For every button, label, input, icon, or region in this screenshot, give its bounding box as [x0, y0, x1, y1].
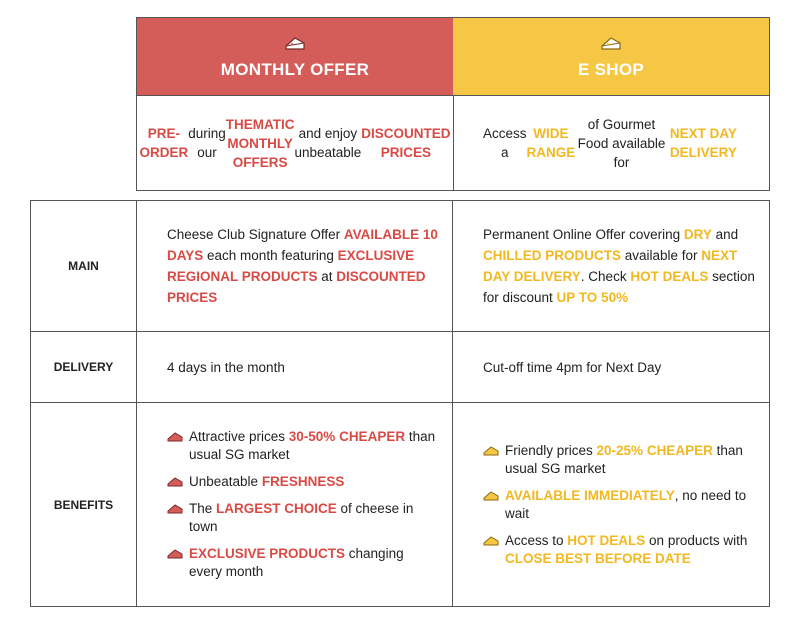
highlight-text: LARGEST CHOICE [216, 501, 337, 516]
monthly-offer-description [137, 96, 453, 190]
benefit-text [189, 500, 440, 536]
main-eshop-text [483, 224, 757, 308]
monthly-offer-band [137, 18, 453, 96]
benefit-text [505, 487, 757, 523]
eshop-header [453, 18, 769, 190]
body-text: 4 days in the month [167, 359, 285, 375]
monthly-offer-title: MONTHLY OFFER [220, 59, 370, 79]
body-text: and [711, 227, 739, 242]
benefit-text [505, 442, 757, 478]
body-text: Cheese Club Signature Offer [167, 227, 344, 242]
highlight-text: AVAILABLE 10 DAYS [167, 227, 438, 263]
main-monthly-text [167, 224, 440, 308]
benefits-eshop-list [483, 442, 757, 568]
highlight-text: UP TO 50% [556, 290, 629, 305]
body-text: The [189, 501, 217, 516]
highlight-text: DISCOUNTED PRICES [361, 126, 451, 160]
body-text: Unbeatable [189, 474, 262, 489]
highlight-text: WIDE RANGE [526, 126, 576, 160]
benefits-monthly-list [167, 428, 440, 581]
highlight-text: HOT DEALS [630, 269, 709, 284]
body-text: Permanent Online Offer covering [483, 227, 684, 242]
delivery-monthly-text [167, 357, 285, 378]
header-block [136, 17, 770, 191]
body-text: of Gourmet Food available for [577, 116, 666, 170]
body-text: , no need to wait [505, 487, 747, 521]
benefit-text [189, 473, 344, 491]
body-text: each month featuring [203, 248, 338, 263]
cheese-icon [483, 490, 499, 502]
body-text: . Check [580, 269, 631, 284]
body-text: on products with [645, 532, 748, 548]
highlight-text: 20-25% CHEAPER [596, 442, 713, 458]
highlight-text: 30-50% CHEAPER [288, 429, 406, 444]
benefit-item [167, 545, 440, 581]
benefit-text [189, 428, 440, 464]
body-text: Access to [505, 532, 568, 548]
monthly-offer-header [137, 18, 454, 190]
row-label-benefits: BENEFITS [31, 403, 137, 606]
eshop-description [453, 96, 769, 190]
highlight-text: CHILLED PRODUCTS [483, 248, 621, 263]
highlight-text: NEXT DAY DELIVERY [483, 248, 738, 284]
body-text: changing every month [189, 546, 404, 579]
main-monthly-cell [137, 201, 453, 331]
row-label-main: MAIN [31, 201, 137, 331]
benefit-item [483, 487, 757, 523]
body-text: of cheese in town [189, 501, 414, 534]
cheese-icon [167, 503, 183, 515]
body-text: than usual SG market [505, 442, 743, 476]
benefits-eshop-cell [453, 403, 769, 606]
body-text: Cut-off time 4pm for Next Day [483, 359, 662, 375]
cheese-icon [167, 548, 183, 560]
row-main [31, 201, 769, 332]
highlight-text: EXCLUSIVE REGIONAL PRODUCTS [167, 248, 415, 284]
row-delivery [31, 332, 769, 403]
highlight-text: DISCOUNTED PRICES [167, 269, 426, 305]
delivery-monthly-cell [137, 332, 453, 402]
body-text: during our [188, 126, 226, 160]
benefit-item [483, 442, 757, 478]
delivery-eshop-cell [453, 332, 769, 402]
highlight-text: HOT DEALS [567, 532, 646, 548]
highlight-text: AVAILABLE IMMEDIATELY [505, 487, 675, 503]
cheese-icon [599, 34, 623, 54]
benefit-text [189, 545, 440, 581]
eshop-band [453, 18, 769, 96]
body-text: available for [621, 248, 702, 263]
highlight-text: EXCLUSIVE PRODUCTS [189, 546, 346, 561]
body-text: Attractive prices [189, 429, 289, 444]
body-text: than usual SG market [189, 429, 436, 462]
delivery-eshop-text [483, 357, 661, 378]
benefit-item [167, 428, 440, 464]
body-text: and enjoy unbeatable [294, 126, 362, 160]
main-eshop-cell [453, 201, 769, 331]
benefits-monthly-cell [137, 403, 453, 606]
body-text: Friendly prices [505, 442, 597, 458]
highlight-text: CLOSE BEST BEFORE DATE [505, 550, 691, 566]
benefit-item [483, 532, 757, 568]
eshop-title: E SHOP [577, 59, 645, 79]
cheese-icon [283, 34, 307, 54]
highlight-text: THEMATIC MONTHLY OFFERS [225, 116, 295, 170]
row-benefits [31, 403, 769, 606]
benefit-item [167, 473, 440, 491]
cheese-icon [483, 535, 499, 547]
cheese-icon [167, 431, 183, 443]
benefit-text [505, 532, 757, 568]
comparison-table [30, 200, 770, 607]
body-text: section for discount [483, 269, 755, 305]
body-text: at [317, 269, 337, 284]
row-label-delivery: DELIVERY [31, 332, 137, 402]
highlight-text: PRE-ORDER [139, 126, 189, 160]
highlight-text: DRY [683, 227, 712, 242]
cheese-icon [483, 445, 499, 457]
body-text: Access a [483, 126, 527, 160]
benefit-item [167, 500, 440, 536]
highlight-text: FRESHNESS [261, 474, 345, 489]
cheese-icon [167, 476, 183, 488]
highlight-text: NEXT DAY DELIVERY [669, 126, 737, 160]
